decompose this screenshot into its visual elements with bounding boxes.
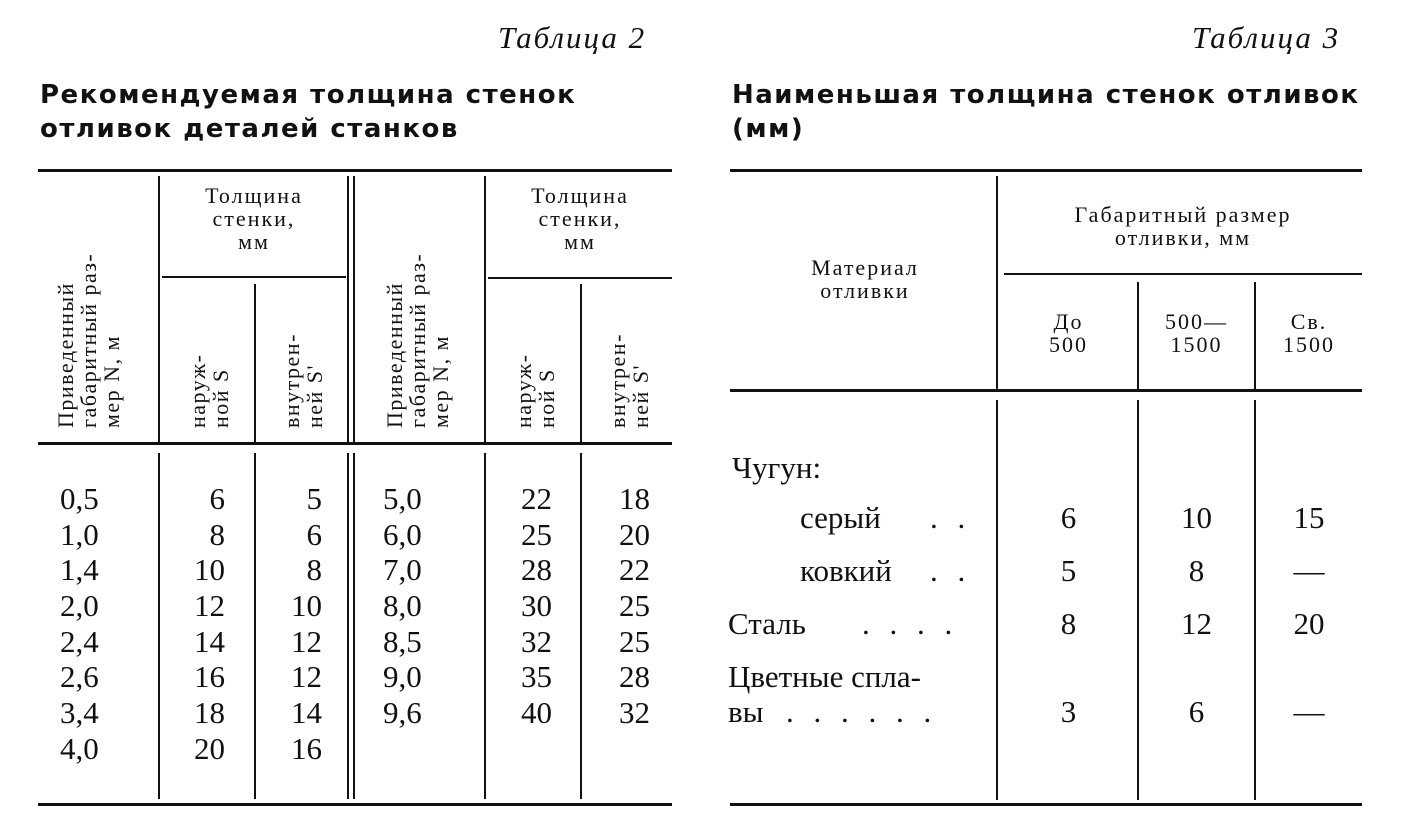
table3-steel-col2: 12	[1181, 606, 1212, 641]
table3-malleable-col1: 5	[1060, 553, 1077, 588]
table3-title-line1: Наименьшая толщина стенок отливок	[732, 80, 1360, 110]
table2-header-bottom-rule	[38, 442, 672, 445]
table3-malleable-col2: 8	[1188, 553, 1205, 588]
table2-right-Sinner-column: 18 20 22 25 25 28 32	[619, 481, 650, 731]
table2-vrule-2b	[254, 453, 256, 799]
table2-subheader-rule-left	[162, 276, 346, 278]
table2-vrule-4b	[580, 453, 582, 799]
table3-row-gray-dots: . .	[930, 500, 972, 535]
table3-row-cast-iron: Чугун:	[732, 450, 822, 485]
table2-top-rule	[38, 169, 672, 172]
table2-left-N-column: 0,5 1,0 1,4 2,0 2,4 2,6 3,4 4,0	[60, 481, 99, 766]
table3-header-material: Материал отливки	[811, 255, 919, 303]
table2-header-outer-right: наруж- ной S	[511, 353, 559, 428]
table2-vrule-double-b	[353, 176, 355, 442]
table3-steel-col3: 20	[1293, 606, 1325, 641]
table2-right-N-column: 5,0 6,0 7,0 8,0 8,5 9,0 9,6	[383, 481, 422, 731]
table2-bottom-rule	[38, 803, 672, 806]
table2-header-size-left: Приведенный габаритный раз- мер N, м	[53, 252, 124, 428]
table3-row-nonferrous-2: вы	[728, 694, 764, 729]
table2-vrule-4	[580, 284, 582, 442]
table2-vrule-double-d	[353, 453, 355, 799]
table2-header-outer-left: наруж- ной S	[185, 353, 233, 428]
table2-vrule-1b	[158, 453, 160, 799]
table2-header-inner-right: внутрен- ней S'	[605, 333, 653, 428]
table3-title-line2: (мм)	[732, 114, 805, 144]
table3-vrule-1	[996, 176, 998, 389]
table3-label: Таблица 3	[1192, 20, 1341, 55]
table3-gray-col1: 6	[1060, 500, 1077, 535]
table2-vrule-double-c	[347, 453, 349, 799]
table3-vrule-2b	[1137, 400, 1139, 800]
table3-top-rule	[730, 169, 1362, 172]
table2-header-thickness-right: Толщина стенки, мм	[531, 183, 629, 254]
table3-row-malleable-dots: . .	[930, 553, 972, 588]
table2-left-Sinner-column: 5 6 8 10 12 12 14 16	[291, 481, 322, 766]
table2-subheader-rule-right	[488, 277, 672, 279]
table3-header-col3: Св. 1500	[1283, 309, 1335, 357]
table3-row-steel-dots: . . . .	[862, 606, 959, 641]
table3-vrule-1b	[996, 400, 998, 800]
table3-bottom-rule	[730, 803, 1362, 806]
table2-header-thickness-left: Толщина стенки, мм	[205, 183, 303, 254]
table2-header-size-right: Приведенный габаритный раз- мер N, м	[382, 252, 453, 428]
table3-vrule-3b	[1254, 400, 1256, 800]
table3-row-nonferrous-dots: . . . . . .	[786, 694, 938, 729]
table3-gray-col2: 10	[1181, 500, 1212, 535]
table3-subheader-rule	[1004, 273, 1362, 275]
table3-header-col2: 500— 1500	[1165, 309, 1228, 357]
table3-header-bottom-rule	[730, 389, 1362, 392]
table2-vrule-double-a	[347, 176, 349, 442]
table2-vrule-3	[484, 176, 486, 442]
table2-header-inner-left: внутрен- ней S'	[279, 333, 327, 428]
table3-header-col1: До 500	[1049, 309, 1088, 357]
table2-left-S-column: 6 8 10 12 14 16 18 20	[194, 481, 225, 766]
table3-row-steel: Сталь	[728, 606, 806, 641]
table2-right-S-column: 22 25 28 30 32 35 40	[521, 481, 552, 731]
table3-row-malleable: ковкий	[800, 553, 892, 588]
table2-vrule-3b	[484, 453, 486, 799]
table2-vrule-2	[254, 284, 256, 442]
table2-vrule-1	[158, 176, 160, 442]
table3-row-nonferrous-1: Цветные спла-	[728, 659, 921, 694]
table3-nonferrous-col3: —	[1293, 694, 1325, 729]
table2-title-line2: отливок деталей станков	[40, 114, 459, 144]
table3-row-gray: серый	[800, 500, 881, 535]
table2-label: Таблица 2	[498, 20, 647, 55]
table3-steel-col1: 8	[1060, 606, 1077, 641]
table3-header-size-group: Габаритный размер отливки, мм	[1074, 202, 1292, 250]
table3-nonferrous-col1: 3	[1060, 694, 1077, 729]
table3-nonferrous-col2: 6	[1188, 694, 1205, 729]
table3-malleable-col3: —	[1293, 553, 1325, 588]
table3-gray-col3: 15	[1293, 500, 1325, 535]
table2-title-line1: Рекомендуемая толщина стенок	[40, 80, 577, 110]
